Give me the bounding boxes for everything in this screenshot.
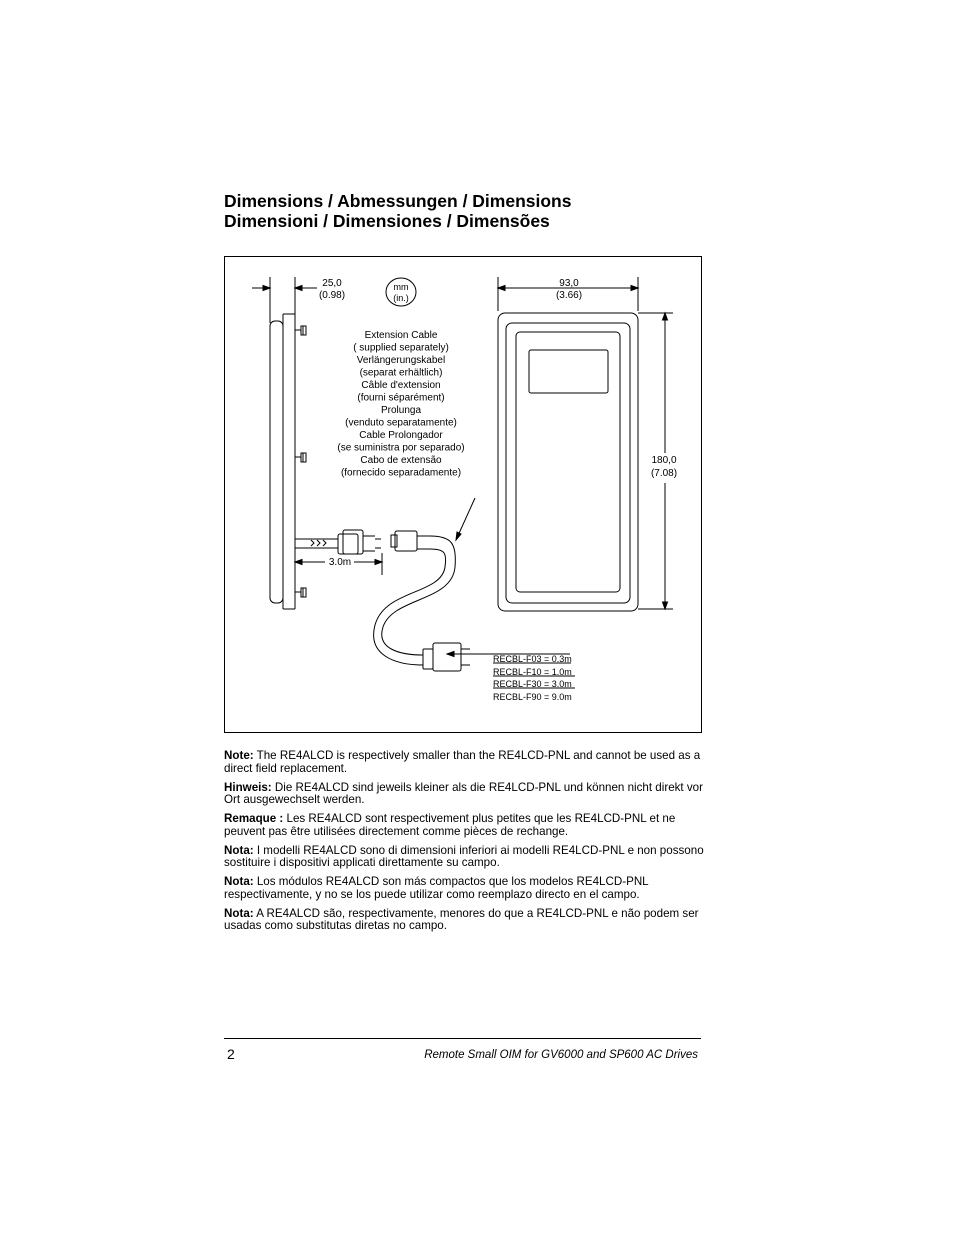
note-label: Nota: — [224, 843, 254, 857]
width-mm-label: 93,0 — [559, 278, 579, 289]
side-screw-top — [295, 326, 306, 335]
cable-caption-line: (separat erhältlich) — [359, 367, 443, 379]
note-text: I modelli RE4ALCD sono di dimensioni inferiori ai modelli RE4LCD-PNL e non possono sostituire i dispositivi applicati direttamente su campo. — [224, 843, 704, 869]
cable-caption-line: Prolunga — [380, 405, 422, 416]
note-label: Hinweis: — [224, 780, 272, 794]
front-view-recess — [516, 332, 620, 592]
note-spanish — [224, 876, 704, 901]
note-text: Les RE4ALCD sont respectivement plus petites que les RE4LCD-PNL et ne peuvent pas être utilisées directement comme pièces de rechange. — [224, 812, 676, 838]
note-portuguese — [224, 908, 704, 933]
cable-caption-line: ( supplied separately) — [353, 342, 449, 354]
cable-caption-line: Extension Cable — [364, 330, 438, 341]
side-screw-bottom — [295, 588, 306, 597]
cable-caption-line: (se suministra por separado) — [337, 442, 465, 454]
cable-inner — [374, 549, 446, 665]
notes-section — [224, 750, 704, 939]
cable-option: RECBL-F30 = 3.0m — [493, 679, 572, 689]
page-heading — [224, 191, 571, 231]
panel-connector — [338, 534, 358, 554]
depth-in-label: (0.98) — [318, 290, 346, 301]
page-number: 2 — [227, 1046, 235, 1062]
heading-line-2: Dimensioni / Dimensiones / Dimensões — [224, 211, 550, 231]
cable-caption-line: Cable Prolongador — [359, 430, 443, 441]
note-german — [224, 782, 704, 807]
dimension-drawing-svg — [225, 257, 703, 734]
dimension-drawing — [224, 256, 702, 733]
note-text: A RE4ALCD são, respectivamente, menores do que a RE4LCD-PNL e não podem ser usadas como substitutas diretas no campo. — [224, 906, 699, 932]
note-label: Nota: — [224, 906, 254, 920]
units-mm-label: mm — [393, 282, 409, 292]
height-in-label: (7.08) — [650, 468, 678, 479]
note-label: Note: — [224, 749, 254, 762]
side-screw-middle — [295, 453, 306, 462]
display-window — [529, 350, 608, 393]
front-view-inner — [506, 323, 630, 603]
cable-caption-line: (fourni séparément) — [357, 392, 445, 404]
width-in-label: (3.66) — [555, 290, 583, 301]
note-label: Remaque : — [224, 812, 284, 825]
note-french — [224, 813, 704, 838]
heading-line-1: Dimensions / Abmessungen / Dimensions — [224, 191, 572, 211]
depth-mm-label: 25,0 — [322, 278, 342, 289]
cable-caption — [337, 330, 464, 479]
cable-caption-line: (venduto separatamente) — [345, 417, 457, 429]
note-text: Die RE4ALCD sind jeweils kleiner als die RE4LCD-PNL und können nicht direkt vor Ort ausgewechselt werden. — [224, 780, 703, 806]
note-text: Los módulos RE4ALCD son más compactos que los modelos RE4LCD-PNL respectivamente, y no se los puede utilizar como reemplazo directo en el campo. — [224, 875, 649, 901]
cable-caption-line: (fornecido separadamente) — [340, 467, 462, 479]
footer-title: Remote Small OIM for GV6000 and SP600 AC Drives — [424, 1049, 698, 1061]
cable-caption-line: Câble d'extension — [361, 380, 441, 391]
cable-length-label: 3.0m — [328, 557, 352, 568]
cable-option: RECBL-F10 = 1.0m — [493, 667, 572, 677]
note-italian — [224, 845, 704, 870]
footer-divider — [224, 1038, 701, 1039]
note-english — [224, 750, 704, 775]
cable-option: RECBL-F90 = 9.0m — [493, 692, 572, 702]
cable-caption-line: Cabo de extensão — [360, 455, 442, 466]
height-mm-label: 180,0 — [651, 455, 677, 466]
cable-connector-top — [395, 531, 417, 551]
note-label: Nota: — [224, 875, 254, 888]
note-text: The RE4ALCD is respectively smaller than the RE4LCD-PNL and cannot be used as a direct field replacement. — [224, 749, 701, 775]
cable-connector-bottom — [433, 643, 461, 671]
front-view-outer — [498, 313, 638, 611]
cable-options-list — [493, 654, 572, 702]
side-view-bezel — [270, 321, 283, 603]
cable-caption-line: Verlängerungskabel — [356, 355, 446, 366]
units-in-label: (in.) — [393, 293, 409, 303]
cable-option: RECBL-F03 = 0.3m — [493, 654, 572, 664]
